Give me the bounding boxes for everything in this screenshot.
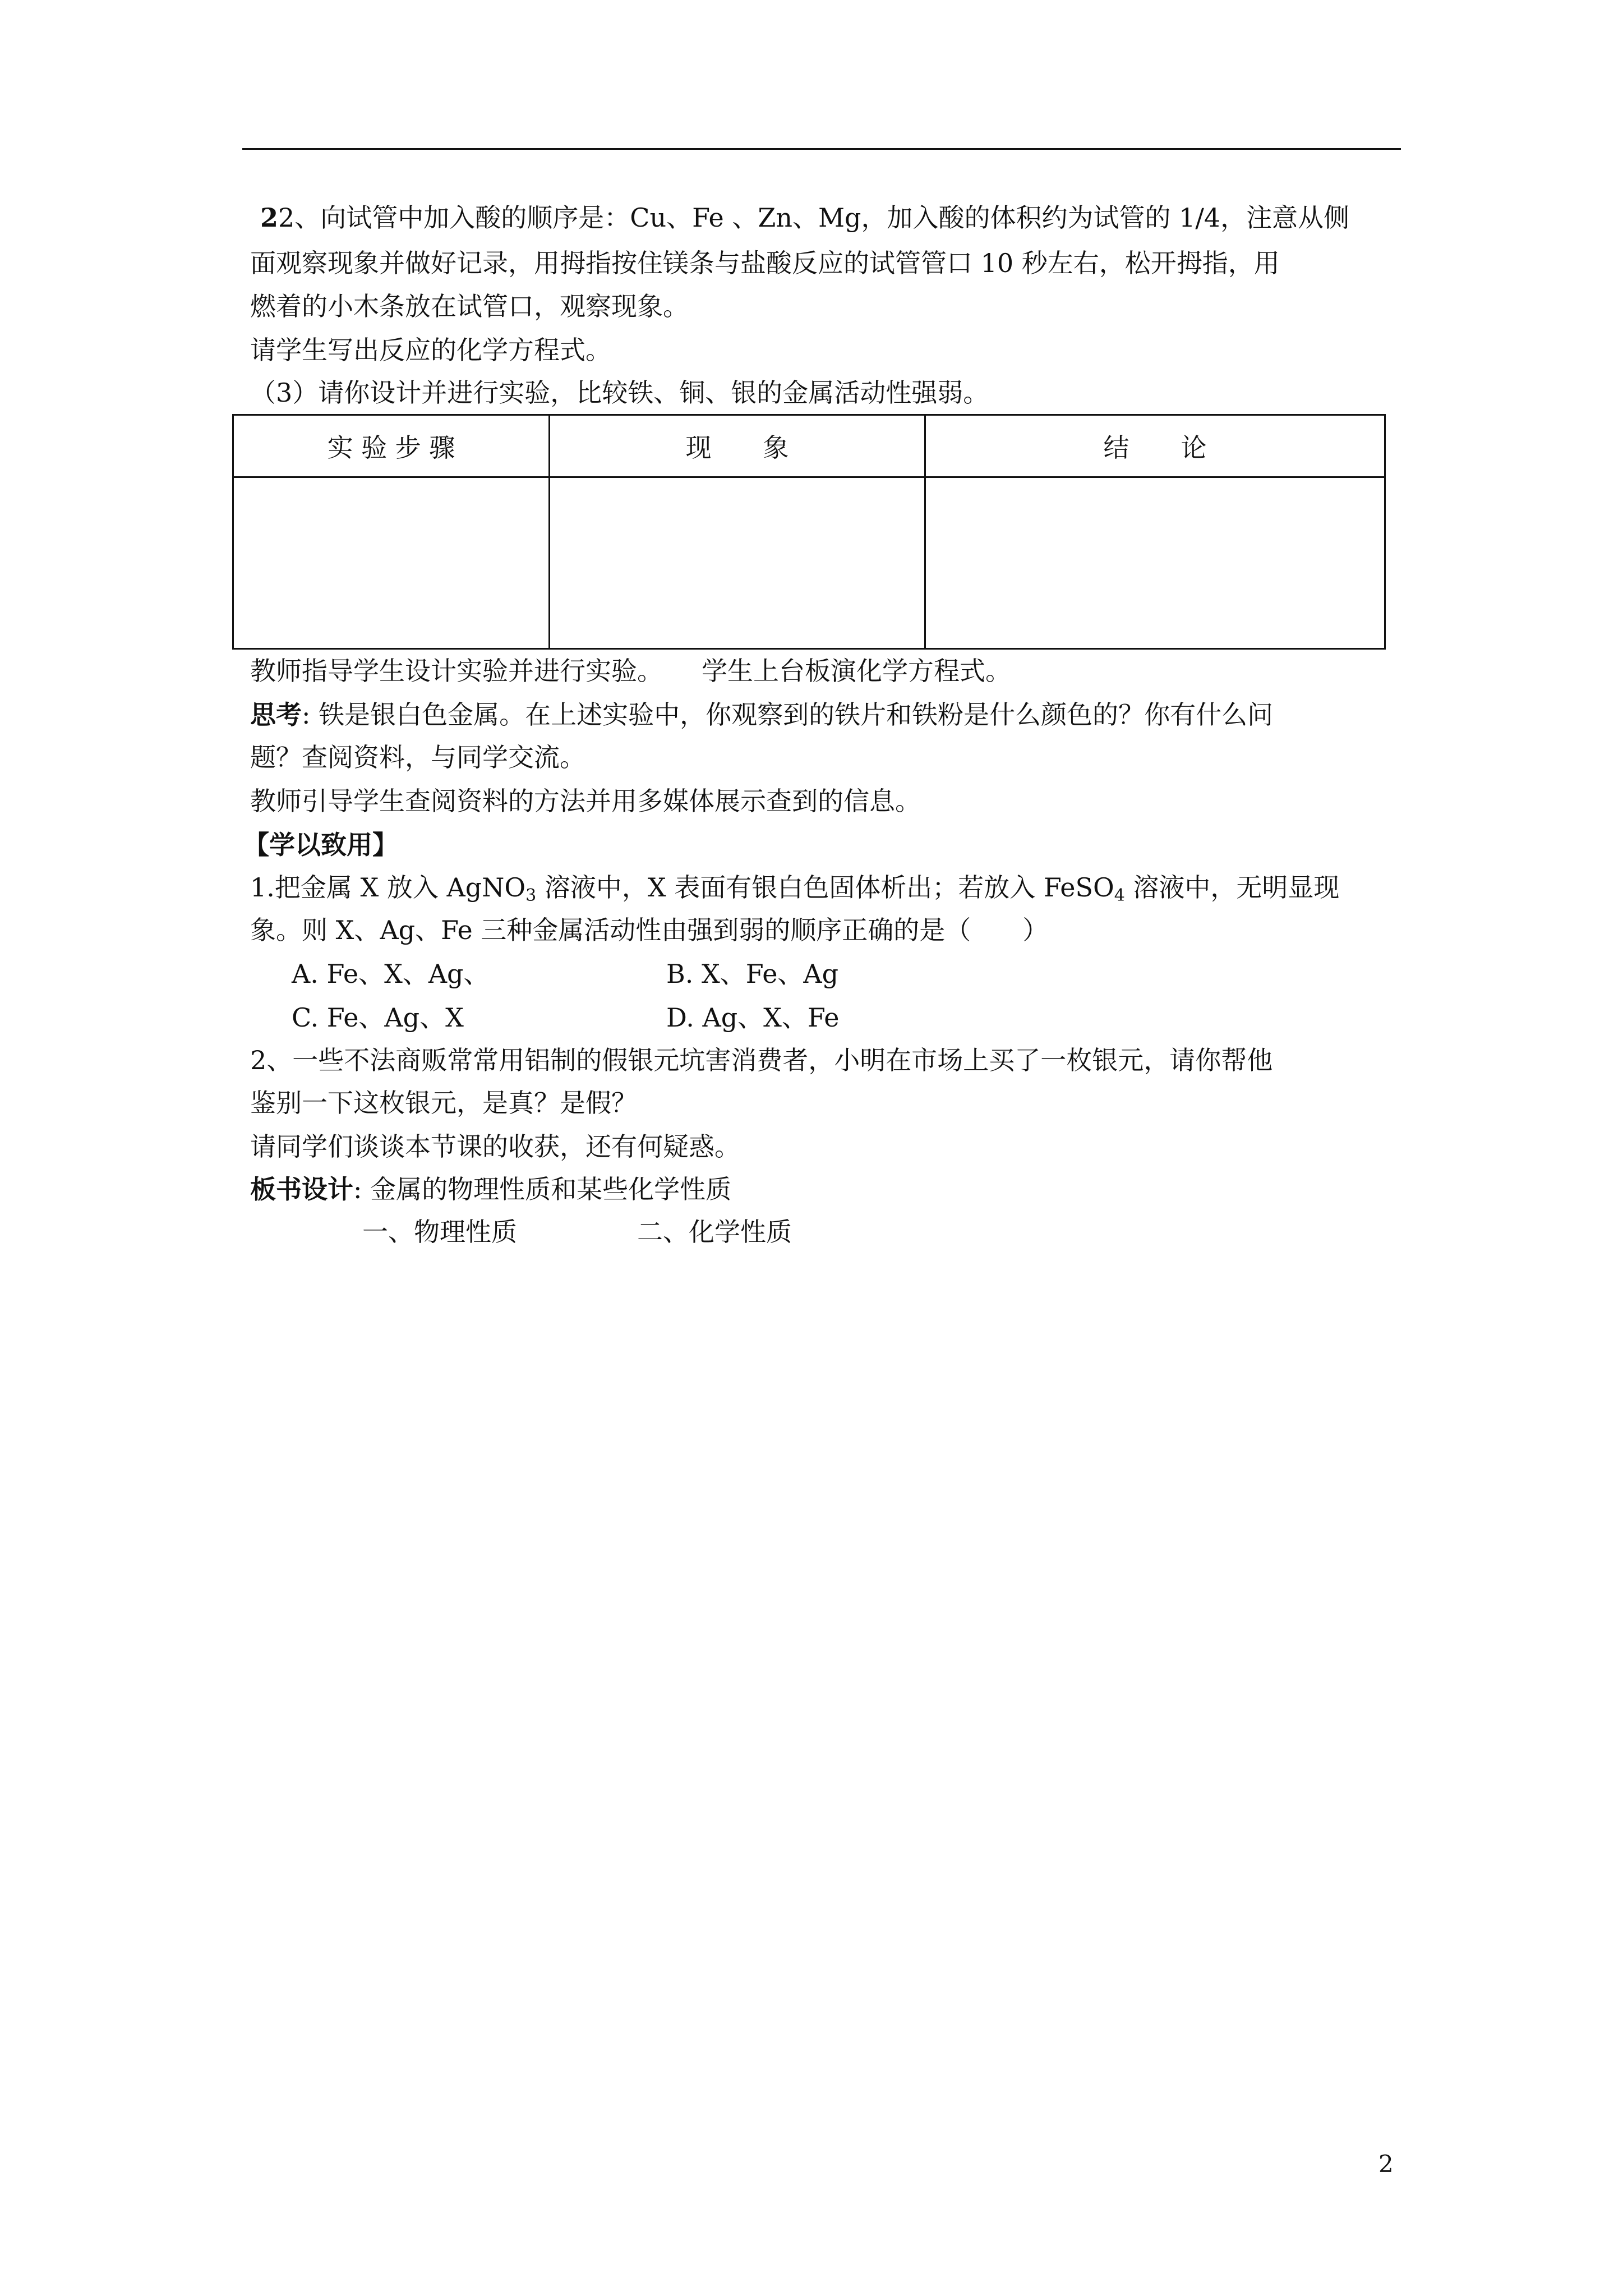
question-2-line-2: 鉴别一下这枚银元，是真？是假？ — [250, 1088, 637, 1118]
option-d: D. Ag、X、Fe — [666, 1002, 840, 1033]
board-item-1: 一、物理性质 — [362, 1217, 517, 1247]
think-label: 思考 — [250, 700, 302, 730]
intro-line-1 — [260, 201, 1349, 234]
header-conclusion: 结 论 — [925, 415, 1385, 477]
intro-line-3: 燃着的小木条放在试管口，观察现象。 — [250, 291, 689, 321]
option-a: A. Fe、X、Ag、 — [292, 959, 490, 989]
page-number: 2 — [1378, 2150, 1394, 2178]
think-line — [250, 698, 1273, 731]
cell-phenomenon — [550, 477, 925, 649]
board-design — [250, 1172, 731, 1206]
board-label: 板书设计 — [250, 1174, 353, 1204]
q1-part-3: 溶液中，无明显现 — [1124, 872, 1340, 903]
board-item-2: 二、化学性质 — [637, 1217, 792, 1247]
q1-subscript-2: 4 — [1114, 886, 1125, 905]
header-rule — [242, 148, 1401, 150]
header-steps: 实 验 步 骤 — [233, 415, 550, 477]
q1-part-1: 1.把金属 X 放入 AgNO — [250, 872, 526, 903]
option-b: B. X、Fe、Ag — [666, 959, 839, 989]
cell-steps — [233, 477, 550, 649]
option-c: C. Fe、Ag、X — [292, 1002, 464, 1033]
q1-part-2: 溶液中，X 表面有银白色固体析出；若放入 FeSO — [536, 872, 1114, 903]
intro-line-1-text: 2、向试管中加入酸的顺序是：Cu、Fe 、Zn、Mg，加入酸的体积约为试管的 1/4，注意从侧 — [278, 203, 1350, 233]
question-1-line-1 — [250, 871, 1339, 904]
cell-conclusion — [925, 477, 1385, 649]
board-text: : 金属的物理性质和某些化学性质 — [353, 1174, 732, 1204]
teacher-guidance: 教师指导学生设计实验并进行实验。 学生上台板演化学方程式。 — [250, 656, 1011, 686]
summary-prompt: 请同学们谈谈本节课的收获，还有何疑惑。 — [250, 1131, 740, 1162]
intro-line-5: （3）请你设计并进行实验，比较铁、铜、银的金属活动性强弱。 — [250, 378, 989, 408]
question-2-line-1: 2、一些不法商贩常常用铝制的假银元坑害消费者，小明在市场上买了一枚银元，请你帮他 — [250, 1045, 1273, 1075]
think-line-2: 题？查阅资料，与同学交流。 — [250, 742, 585, 772]
teacher-resources: 教师引导学生查阅资料的方法并用多媒体展示查到的信息。 — [250, 786, 921, 816]
q1-subscript-1: 3 — [525, 886, 537, 905]
table-header-row — [233, 415, 1385, 477]
experiment-table — [232, 414, 1386, 650]
practice-heading: 【学以致用】 — [243, 830, 398, 860]
question-1-line-2: 象。则 X、Ag、Fe 三种金属活动性由强到弱的顺序正确的是（ ） — [250, 915, 1049, 945]
intro-line-4: 请学生写出反应的化学方程式。 — [250, 335, 611, 365]
intro-line-2: 面观察现象并做好记录，用拇指按住镁条与盐酸反应的试管管口 10 秒左右，松开拇指，用 — [250, 248, 1280, 278]
think-text: : 铁是银白色金属。在上述实验中，你观察到的铁片和铁粉是什么颜色的？你有什么问 — [302, 700, 1274, 730]
header-phenomenon: 现 象 — [550, 415, 925, 477]
step-number: 2 — [260, 203, 279, 233]
table-row — [233, 477, 1385, 649]
